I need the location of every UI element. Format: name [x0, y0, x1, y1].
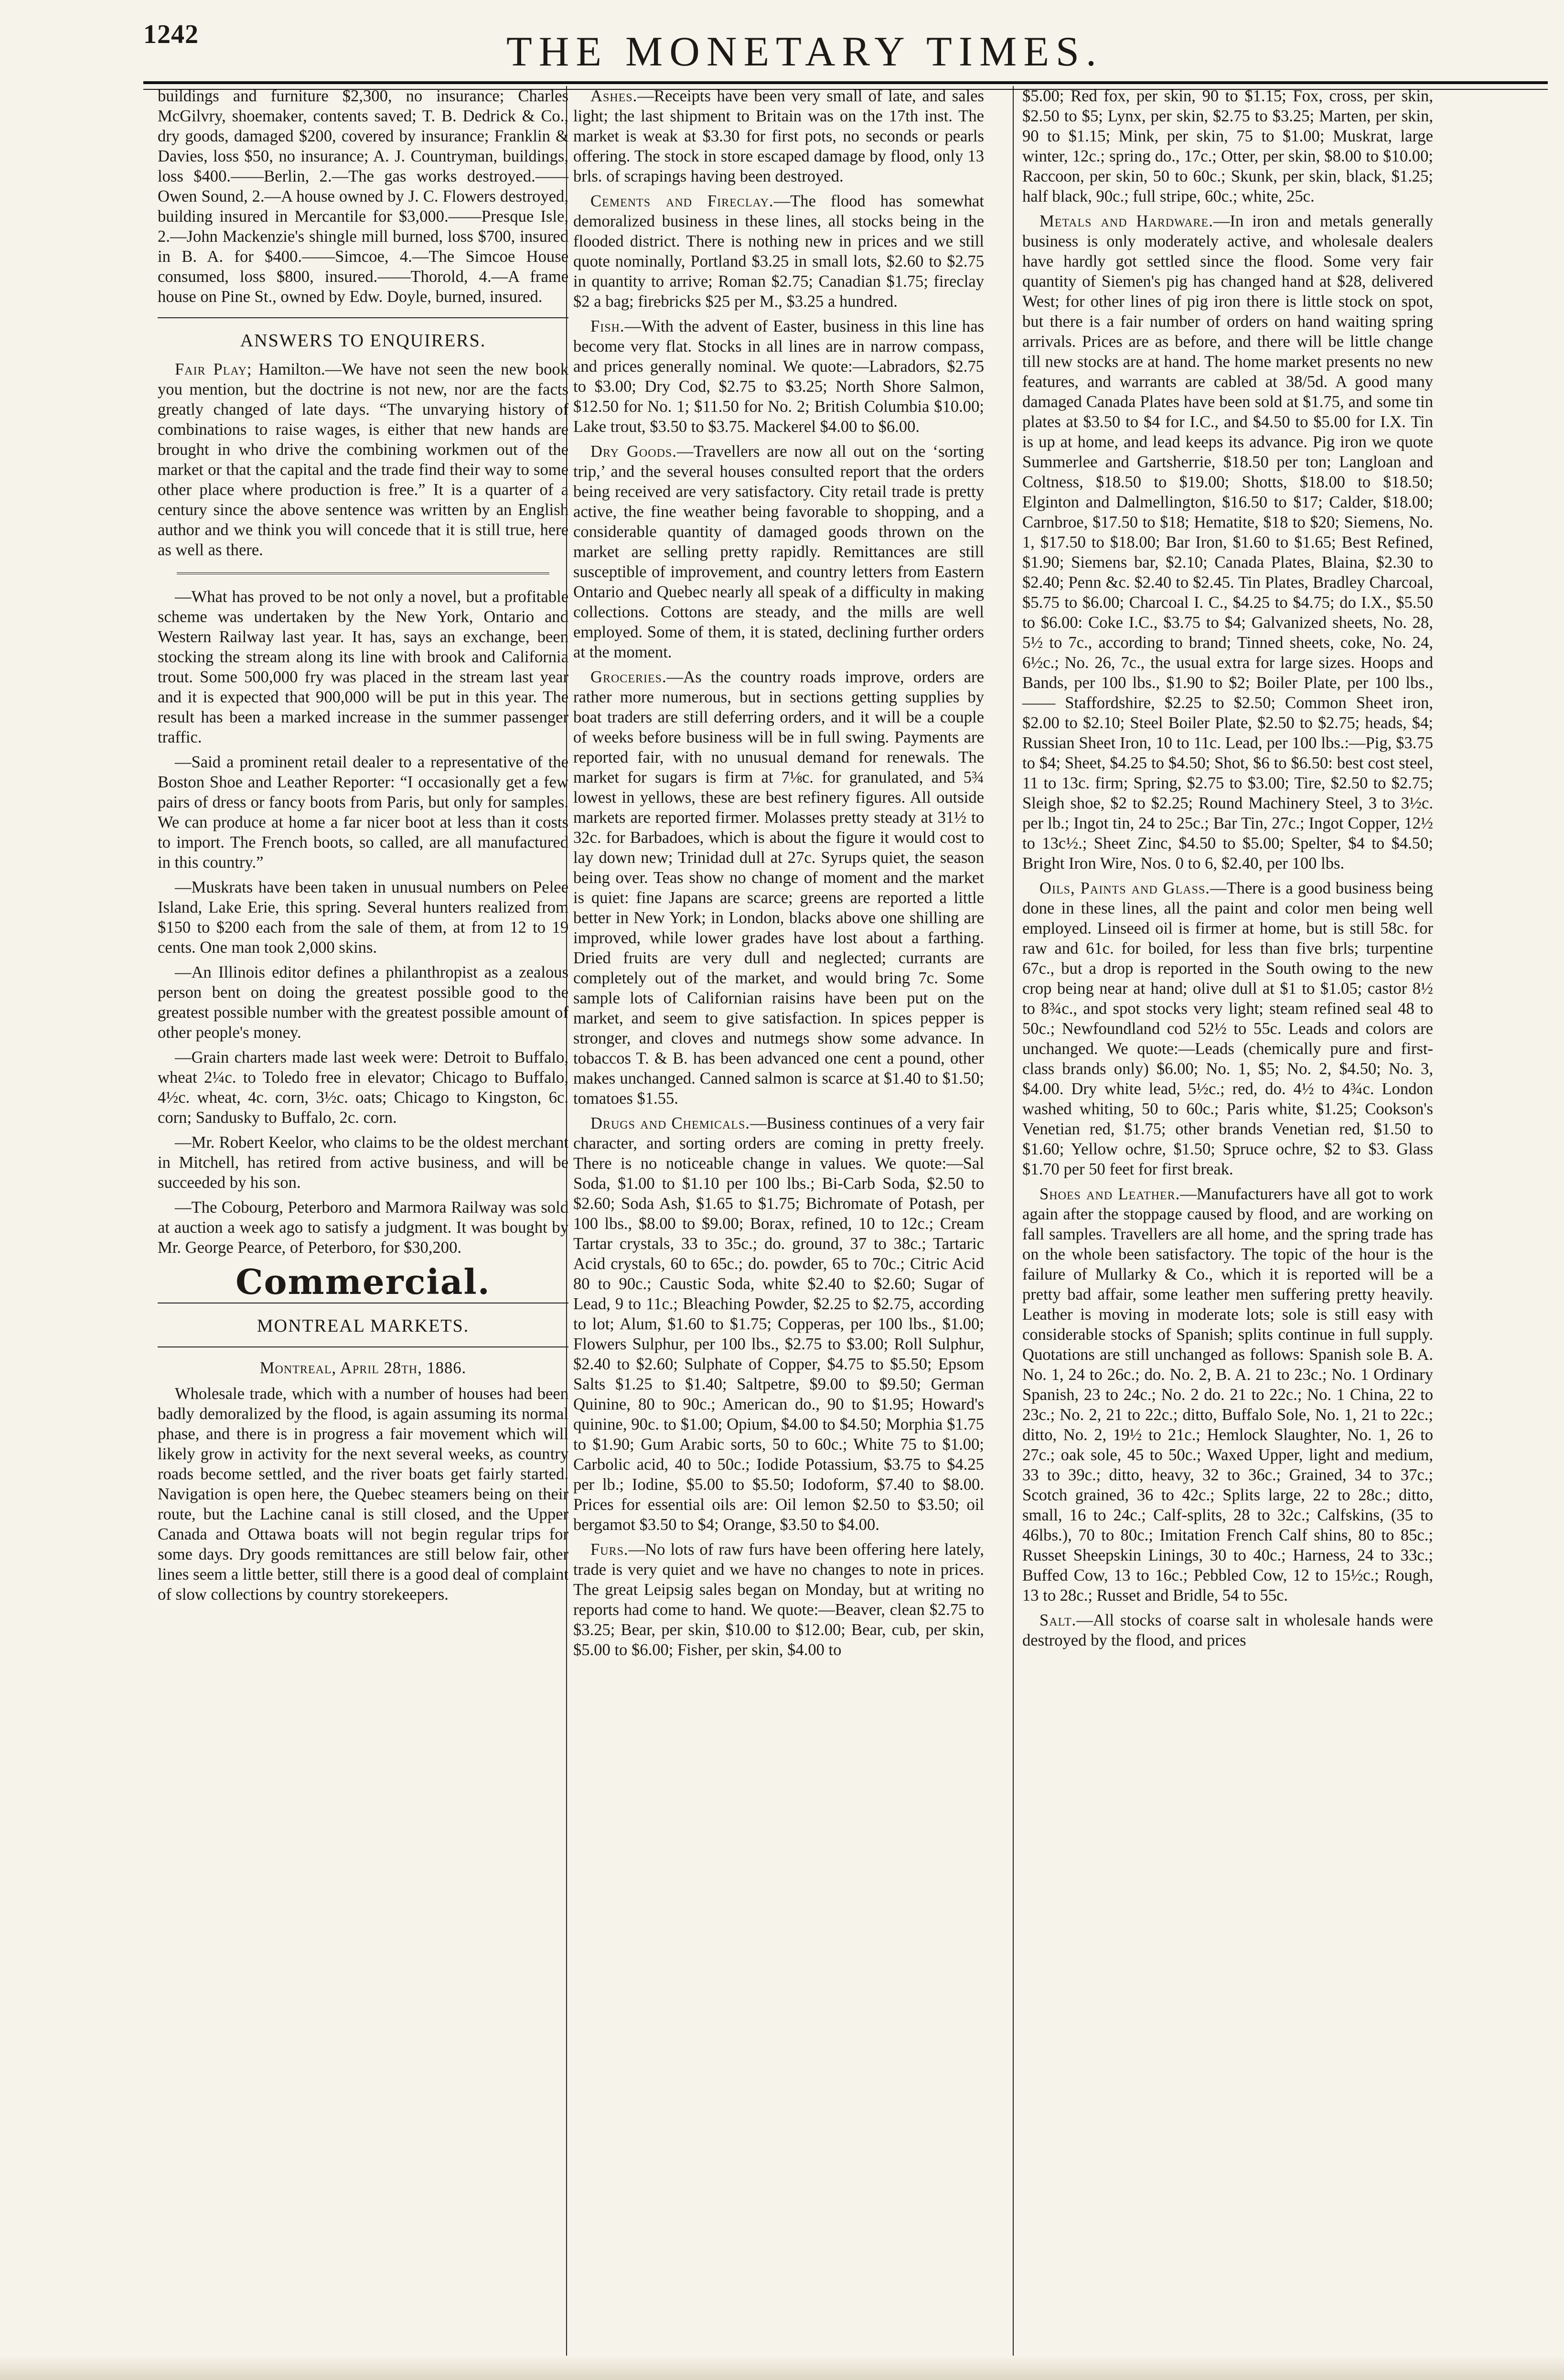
- answers-heading: ANSWERS TO ENQUIRERS.: [240, 331, 486, 351]
- montreal-intro: Wholesale trade, which with a number of houses had been badly demoralized by the flood, is again assuming its normal phase, and there is in progress a fair movement which will likely grow in activity for the next several weeks, as country roads become settled, and the river boats get fairly started. Navigation is open here, the Quebec steamers being on their route, but the Lachine canal is still closed, and the Upper Canada and Ottawa boats will not begin regular trips for some days. Dry goods remittances are still below fair, other lines seem a little better, still there is a good deal of complaint of slow collections by country storekeepers.: [158, 1385, 568, 1604]
- section-divider: [158, 1346, 568, 1347]
- report-text: —With the advent of Easter, business in this line has become very flat. Stocks in all lines are in narrow compass, and prices generally nominal. We quote:—Labradors, $2.75 to $3.00; Dry Cod, $2.75 to $3.25; North Shore Salmon, $12.50 for No. 1; $11.50 for No. 2; British Columbia $10.00; Lake trout, $3.50 to $3.75. Mackerel $4.00 to $6.00.: [573, 317, 984, 436]
- market-report-furs: [573, 1540, 984, 1660]
- market-report-groceries: [573, 667, 984, 1109]
- market-report-cements: [573, 191, 984, 312]
- montreal-markets-heading: MONTREAL MARKETS.: [257, 1316, 470, 1336]
- report-label: Drugs and Chemicals.: [590, 1114, 750, 1132]
- market-report-ashes: [573, 86, 984, 186]
- report-text: —Travellers are now all out on the ‘sorting trip,’ and the several houses consulted report that the orders being received are very satisfactory. City retail trade is pretty active, the fine weather being favorable to shopping, and a considerable quantity of damaged goods thrown on the market are selling pretty rapidly. Remittances are still susceptible of improvement, and country letters from Eastern Ontario and Quebec nearly all speak of a difficulty in making collections. Cottons are steady, and the mills are well employed. Some of them, it is stated, declining further orders at the moment.: [573, 442, 985, 661]
- report-text: —The flood has somewhat demoralized business in these lines, all stocks being in the flooded district. There is nothing new in prices and we still quote nominally, Portland $3.25 in small lots, $2.60 to $2.75 in quantity to arrive; Roman $2.75; Canadian $1.75; fireclay $2 a bag; firebricks $25 per M., $3.25 a hundred.: [573, 192, 985, 311]
- section-divider: [177, 572, 549, 574]
- report-text: —All stocks of coarse salt in wholesale hands were destroyed by the flood, and prices: [1022, 1611, 1433, 1649]
- commercial-heading: Commercial.: [236, 1261, 491, 1302]
- report-text: —Manufacturers have all got to work again after the stoppage caused by flood, and are working on fall samples. Travellers are all home, and the spring trade has on the whole been satisfactory. The topic of the hour is the failure of Mullarky & Co., which it is reported will be a pretty bad affair, some leather men suffering pretty heavily. Leather is moving in moderate lots; sole is still easy with considerable stocks of Spanish; splits continue in full supply. Quotations are still unchanged as follows: Spanish sole B. A. No. 1, 24 to 26c.; do. No. 2, B. A. 21 to 23c.; No. 1 Ordinary Spanish, 23 to 24c.; No. 2 do. 21 to 22c.; No. 1 China, 22 to 23c.; No. 2, 21 to 22c.; ditto, Buffalo Sole, No. 1, 21 to 22c.; ditto, No. 2, 19½ to 21c.; Hemlock Slaughter, No. 1, 26 to 27c.; oak sole, 45 to 50c.; Waxed Upper, light and medium, 33 to 39c.; ditto, heavy, 32 to 36c.; Grained, 34 to 37c.; Scotch grained, 36 to 42c.; Splits large, 22 to 28c.; ditto, small, 16 to 24c.; Calf-splits, 28 to 32c.; Calfskins, (35 to 46lbs.), 70 to 80c.; Imitation French Calf shins, 80 to 85c.; Russet Sheepskin Linings, 30 to 40c.; Harness, 24 to 33c.; Buffed Cow, 13 to 16c.; Pebbled Cow, 12 to 15½c.; Rough, 13 to 28c.; Russet and Bridle, 54 to 55c.: [1022, 1185, 1433, 1605]
- news-item: —The Cobourg, Peterboro and Marmora Railway was sold at auction a week ago to satisfy a judgment. It was bought by Mr. George Pearce, of Peterboro, for $30,200.: [158, 1198, 568, 1257]
- dateline: Montreal, April 28th, 1886.: [259, 1359, 467, 1377]
- news-item: —Said a prominent retail dealer to a representative of the Boston Shoe and Leather Reporter: “I occasionally get a few pairs of dress or fancy boots from Paris, but only for samples. We can produce at home a far nicer boot at less than it costs to import. The French boots, so called, are all manufactured in this country.”: [158, 753, 568, 872]
- news-item: —Muskrats have been taken in unusual numbers on Pelee Island, Lake Erie, this spring. Several hunters realized from $150 to $200 each from the sale of them, at from 12 to 19 cents. One man took 2,000 skins.: [158, 878, 568, 957]
- report-text: —Receipts have been very small of late, and sales light; the last shipment to Britain was on the 17th inst. The market is weak at $3.30 for first pots, no seconds or pearls offering. The stock in store escaped damage by flood, only 13 brls. of scrapings having been destroyed.: [573, 87, 984, 185]
- fires-continued-text: buildings and furniture $2,300, no insurance; Charles McGilvry, shoemaker, contents saved; T. B. Dedrick & Co., dry goods, damaged $200, covered by insurance; Franklin & Davies, loss $50, no insurance; A. J. Countryman, buildings, loss $400.——Berlin, 2.—The gas works destroyed.——Owen Sound, 2.—A house owned by J. C. Flowers destroyed, building insured in Mercantile for $3,000.——Presque Isle, 2.—John Mackenzie's shingle mill burned, loss $700, insured in B. A. for $400.——Simcoe, 4.—The Simcoe House consumed, loss $800, insured.——Thorold, 4.—A frame house on Pine St., owned by Edw. Doyle, burned, insured.: [158, 87, 568, 306]
- news-item: —Grain charters made last week were: Detroit to Buffalo, wheat 2¼c. to Toledo free in elevator; Chicago to Buffalo, 4½c. wheat, 4c. corn, 3½c. oats; Chicago to Kingston, 6c. corn; Sandusky to Buffalo, 2c. corn.: [158, 1048, 568, 1127]
- news-item: —Mr. Robert Keelor, who claims to be the oldest merchant in Mitchell, has retired from active business, and will be succeeded by his son.: [158, 1133, 568, 1192]
- report-label: Cements and Fireclay.: [590, 192, 774, 210]
- page-header: [143, 19, 1548, 76]
- column-3: [1022, 86, 1433, 1655]
- report-label: Salt.: [1039, 1611, 1077, 1629]
- report-text: —In iron and metals generally business is only moderately active, and wholesale dealers have hardly got settled since the flood. Some very fair quantity of Siemen's pig has changed hand at $28, delivered West; for other lines of pig iron there is little stock on spot, but there is a fair number of orders on hand waiting spring arrivals. Prices are as before, and there will be little change till new stocks are at hand. The home market presents no new features, and warrants are cabled at 38/5d. A good many damaged Canada Plates have been sold at $1.75, and some tin plates at $3.50 to $4 for I.C., and $4.50 to $5.00 for I.X. Tin is up at home, and lead keeps its advance. Pig iron we quote Summerlee and Gartsherrie, $18.50 per ton; Langloan and Coltness, $18.50 to $19.00; Shotts, $18.00 to $18.50; Elginton and Dalmellington, $16.50 to $17; Calder, $18.00; Carnbroe, $17.50 to $18; Hematite, $18 to $20; Siemens, No. 1, $17.50 to $18.00; Bar Iron, $1.60 to $1.65; Best Refined, $1.90; Siemens bar, $2.10; Canada Plates, Blaina, $2.30 to $2.40; Penn &c. $2.40 to $2.45. Tin Plates, Bradley Charcoal, $5.75 to $6.00; Charcoal I. C., $4.25 to $4.75; do I.X., $5.50 to $6.00: Coke I.C., $3.75 to $4; Galvanized sheets, No. 28, 5½ to 7c., according to brand; Tinned sheets, coke, No. 24, 6½c.; No. 26, 7c., the usual extra for large sizes. Hoops and Bands, per 100 lbs., $1.90 to $2; Boiler Plate, per 100 lbs., —— Staffordshire, $2.25 to $2.50; Common Sheet iron, $2.00 to $2.10; Steel Boiler Plate, $2.50 to $2.75; heads, $4; Russian Sheet Iron, 10 to 11c. Lead, per 100 lbs.:—Pig, $3.75 to $4; Sheet, $4.25 to $4.50; Shot, $6 to $6.50: best cost steel, 11 to 13c. firm; Spring, $2.75 to $3.00; Tire, $2.50 to $2.75; Sleigh shoe, $2 to $2.25; Round Machinery Steel, 3 to 3½c. per lb.; Ingot tin, 24 to 25c.; Bar Tin, 27c.; Ingot Copper, 12½ to 13c½.; Sheet Zinc, $4.50 to $5.00; Spelter, $4 to $4.50; Bright Iron Wire, Nos. 0 to 6, $2.40, per 100 lbs.: [1022, 212, 1433, 872]
- answer-label: Fair Play: [175, 360, 247, 378]
- report-label: Shoes and Leather.: [1039, 1185, 1180, 1203]
- furs-continued-text: $5.00; Red fox, per skin, 90 to $1.15; Fox, cross, per skin, $2.50 to $5; Lynx, per skin, $2.75 to $3.25; Marten, per skin, 90 to $1.15; Mink, per skin, 75 to $1.00; Muskrat, large winter, 12c.; spring do., 17c.; Otter, per skin, $8.00 to $10.00; Raccoon, per skin, 50 to 60c.; Skunk, per skin, black, $1.25; half black, 90c.; full stripe, 60c.; white, 25c.: [1022, 87, 1433, 205]
- market-report-dry-goods: [573, 442, 984, 662]
- masthead-title: THE MONETARY TIMES.: [506, 29, 1103, 75]
- page-bottom-edge: [0, 2356, 1564, 2380]
- report-text: —No lots of raw furs have been offering here lately, trade is very quiet and we have no changes to note in prices. The great Leipsig sales began on Monday, but at writing no reports had come to hand. We quote:—Beaver, clean $2.75 to $3.25; Bear, per skin, $10.00 to $12.00; Bear, cub, per skin, $5.00 to $6.00; Fisher, per skin, $4.00 to: [573, 1540, 984, 1659]
- column-divider: [1013, 86, 1014, 2365]
- report-label: Metals and Hardware.: [1039, 212, 1213, 230]
- market-report-metals: [1022, 211, 1433, 873]
- report-label: Fish.: [590, 317, 625, 335]
- market-report-oils: [1022, 878, 1433, 1179]
- market-report-shoes: [1022, 1184, 1433, 1605]
- column-2: [573, 86, 984, 1665]
- section-divider: [158, 317, 568, 318]
- report-text: —As the country roads improve, orders are rather more numerous, but in sections getting supplies by boat traders are still deferring orders, and it will be a couple of weeks before business will be in full swing. Payments are reported fair, with no unusual demand for renewals. The market for sugars is firm at 7⅛c. for granulated, and 5¾ lowest in yellows, these are best refinery figures. All outside markets are reported firmer. Molasses pretty steady at 31½ to 32c. for Barbadoes, which is about the figure it would cost to lay down new; Trinidad dull at 27c. Syrups quiet, the season being over. Teas show no change of moment and the market is quiet: fine Japans are scarce; greens are reported a little better in New York; in London, blacks above one shilling are improved, while lower grades have lost about a farthing. Dried fruits are very dull and neglected; currants are completely out of the market, and would bring 7c. Some sample lots of Californian raisins have been put on the market, and seem to give satisfaction. In spices pepper is stronger, and cloves and nutmegs show some advance. In tobaccos T. & B. has been advanced one cent a pound, other makes unchanged. Canned salmon is scarce at $1.40 to $1.50; tomatoes $1.55.: [573, 668, 984, 1108]
- report-label: Groceries.: [590, 668, 667, 686]
- report-label: Dry Goods.: [590, 442, 677, 461]
- answer-fair-play: [158, 359, 568, 560]
- report-label: Oils, Paints and Glass.: [1039, 879, 1210, 897]
- news-item: —An Illinois editor defines a philanthropist as a zealous person bent on doing the greatest possible good to the greatest possible number with the greatest possible amount of other people's money.: [158, 963, 568, 1042]
- market-report-fish: [573, 316, 984, 437]
- report-label: Furs.: [590, 1540, 629, 1559]
- report-text: —There is a good business being done in these lines, all the paint and color men being well employed. Linseed oil is firmer at home, but is still 58c. for raw and 61c. for boiled, for less than five brls; turpentine 67c., but a drop is reported in the South owing to the new crop being near at hand; olive dull at $1 to $1.05; castor 8½ to 8¾c., and spot stocks very light; steam refined seal 48 to 50c.; Newfoundland cod 52½ to 55c. Leads and colors are unchanged. We quote:—Leads (chemically pure and first-class brands only) $6.00; No. 1, $5; No. 2, $4.50; No. 3, $4.00. Dry white lead, 5½c.; red, do. 4½ to 4¾c. London washed whiting, 50 to 60c.; Paris white, $1.25; Cookson's Venetian red, $1.75; other brands Venetian red, $1.50 to $1.60; Yellow ochre, $1.50; Spruce ochre, $2 to $3. Glass $1.70 per 50 feet for first break.: [1022, 879, 1433, 1178]
- page-number: 1242: [143, 20, 199, 49]
- report-label: Ashes.: [590, 87, 638, 105]
- market-report-salt: [1022, 1610, 1433, 1650]
- report-text: —Business continues of a very fair character, and sorting orders are coming in pretty freely. There is no noticeable change in values. We quote:—Sal Soda, $1.00 to $1.10 per 100 lbs.; Bi-Carb Soda, $2.50 to $2.60; Soda Ash, $1.65 to $1.75; Bichromate of Potash, per 100 lbs., $8.00 to $9.00; Borax, refined, 10 to 12c.; Cream Tartar crystals, 33 to 35c.; do. ground, 37 to 38c.; Tartaric Acid crystals, 60 to 65c.; do. powder, 65 to 70c.; Citric Acid 80 to 90c.; Caustic Soda, white $2.40 to $2.60; Sugar of Lead, 9 to 11c.; Bleaching Powder, $2.25 to $2.75, according to lot; Alum, $1.60 to $1.75; Copperas, per 100 lbs., $1.00; Flowers Sulphur, per 100 lbs., $2.75 to $3.00; Roll Sulphur, $2.40 to $2.60; Sulphate of Copper, $4.75 to $5.50; Epsom Salts $1.25 to $1.40; Saltpetre, $9.00 to $9.50; German Quinine, 80 to 90c.; American do., 90 to $1.95; Howard's quinine, 90c. to $1.00; Opium, $4.00 to $4.50; Morphia $1.75 to $1.90; Gum Arabic sorts, 50 to 60c.; White 75 to $1.00; Carbolic acid, 40 to 50c.; Iodide Potassium, $3.75 to $4.25 per lb.; Iodine, $5.00 to $5.50; Iodoform, $7.40 to $8.00. Prices for essential oils are: Oil lemon $2.50 to $3.50; oil bergamot $3.50 to $4; Orange, $3.50 to $4.00.: [573, 1114, 984, 1534]
- news-item: —What has proved to be not only a novel, but a profitable scheme was undertaken by the New York, Ontario and Western Railway last year. It has, says an exchange, been stocking the stream along its line with brook and California trout. Some 500,000 fry was placed in the stream last year and it is expected that 900,000 will be put in this year. The result has been a marked increase in the summer passenger traffic.: [158, 588, 568, 746]
- market-report-drugs: [573, 1113, 984, 1535]
- answer-text: ; Hamilton.—We have not seen the new book you mention, but the doctrine is not new, nor are the facts greatly changed of late days. “The unvarying history of combinations to raise wages, is either that new hands are brought in who drive the combining workmen out of the market or that the capital and the trade find their way to some other place where production is free.” It is a quarter of a century since the above sentence was written by an English author and we think you will concede that it is still true, here as well as there.: [158, 360, 568, 559]
- column-1: [158, 86, 568, 1609]
